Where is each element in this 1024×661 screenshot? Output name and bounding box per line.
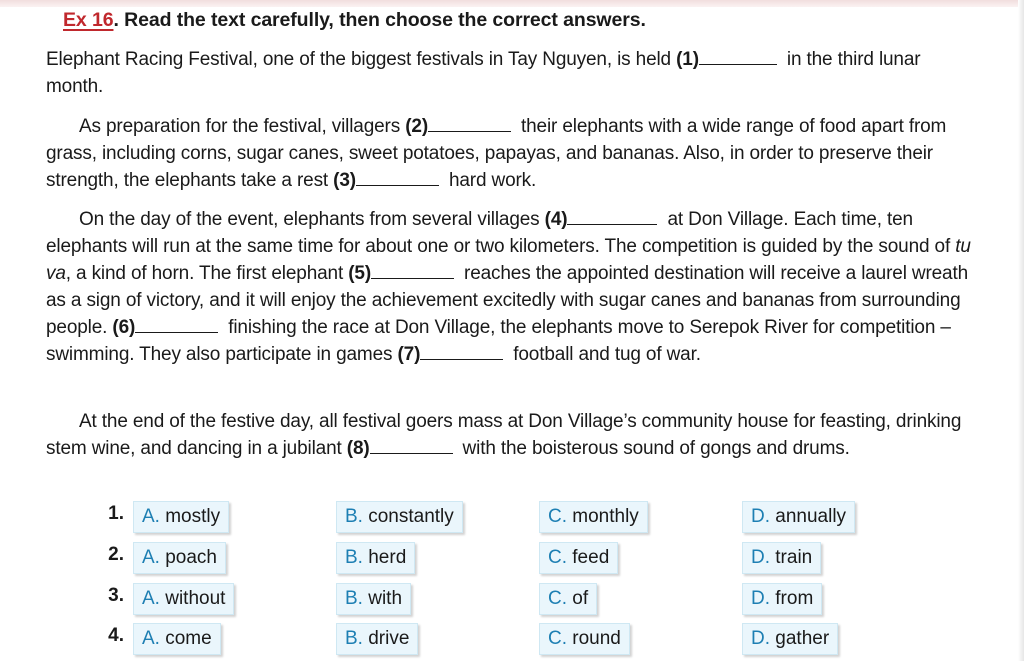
paragraph-3 — [46, 206, 981, 368]
gap-number: (4) — [544, 209, 568, 230]
top-edge — [0, 0, 1024, 7]
blank-line — [567, 209, 657, 225]
gap-number: (3) — [333, 170, 356, 191]
option-3a[interactable] — [133, 583, 234, 615]
option-2d[interactable] — [742, 542, 821, 574]
text-run: At the end of the festive day, all festival goers mass at Don Village’s community house for feasting, drinking stem wine, and dancing in a jubilant — [46, 411, 962, 459]
option-letter: A. — [142, 506, 160, 527]
text-run: their elephants with a wide range of food apart from grass, including corns, sugar canes, sweet potatoes, papayas, and bananas. Also, in order to preserve their strength, the elephants take a rest — [46, 116, 947, 191]
option-letter: C. — [548, 506, 567, 527]
option-1b[interactable] — [336, 501, 463, 533]
option-2a[interactable] — [133, 542, 226, 574]
option-text: with — [362, 588, 403, 609]
text-run: Elephant Racing Festival, one of the biggest festivals in Tay Nguyen, is held — [46, 49, 677, 70]
text-run: with the boisterous sound of gongs and drums. — [462, 438, 850, 459]
option-letter: B. — [345, 628, 363, 649]
option-text: gather — [770, 628, 830, 649]
option-4a[interactable] — [133, 623, 221, 655]
option-letter: B. — [345, 588, 363, 609]
option-text: train — [770, 547, 813, 568]
option-3d[interactable] — [742, 583, 822, 615]
text-run: On the day of the event, elephants from several villages — [79, 209, 545, 230]
gap-3 — [333, 170, 449, 191]
paragraph-4 — [46, 408, 981, 462]
option-text: come — [159, 628, 212, 649]
blank-line — [370, 438, 453, 454]
gap-6 — [112, 317, 228, 338]
option-4c[interactable] — [539, 623, 630, 655]
gap-number: (7) — [397, 344, 421, 365]
option-letter: D. — [751, 506, 770, 527]
gap-1 — [676, 49, 787, 70]
option-text: annually — [770, 506, 847, 527]
text-run: reaches the appointed destination will receive a laurel wreath as a sign of victory, and it will enjoy the achievement excitedly with sugar canes and bananas from surrounding people. — [46, 263, 969, 338]
text-run: at Don Village. Each time, ten elephants will run at the same time for about one or two kilometers. The competition is guided by the sound of — [46, 209, 956, 257]
option-letter: D. — [751, 628, 770, 649]
option-letter: B. — [345, 506, 363, 527]
paragraph-1 — [46, 46, 981, 100]
gap-4 — [545, 209, 668, 230]
option-text: poach — [159, 547, 217, 568]
option-1d[interactable] — [742, 501, 855, 533]
blank-line — [428, 116, 511, 132]
option-1a[interactable] — [133, 501, 229, 533]
blank-line — [356, 170, 439, 186]
exercise-label: Ex 16 — [63, 9, 114, 31]
text-run: hard work. — [448, 170, 537, 191]
option-text: without — [159, 588, 226, 609]
option-letter: C. — [548, 588, 567, 609]
option-2c[interactable] — [539, 542, 618, 574]
exercise-instruction: . Read the text carefully, then choose the correct answers. — [113, 9, 646, 31]
gap-number: (6) — [112, 317, 136, 338]
blank-line — [135, 317, 218, 333]
gap-7 — [397, 344, 513, 365]
gap-2 — [405, 116, 521, 137]
text-run: in the third lunar month. — [46, 49, 921, 97]
option-letter: A. — [142, 628, 160, 649]
option-text: drive — [362, 628, 410, 649]
gap-number: (8) — [346, 438, 370, 459]
option-text: from — [770, 588, 814, 609]
italic-term: tu va — [46, 236, 971, 284]
option-text: of — [567, 588, 589, 609]
option-text: feed — [567, 547, 610, 568]
exercise-title — [63, 9, 646, 32]
blank-line — [420, 344, 503, 360]
option-letter: D. — [751, 547, 770, 568]
option-letter: A. — [142, 547, 160, 568]
blank-line — [699, 49, 777, 65]
option-text: constantly — [362, 506, 454, 527]
option-text: herd — [362, 547, 407, 568]
question-number: 2. — [108, 544, 124, 565]
gap-number: (2) — [405, 116, 428, 137]
option-letter: B. — [345, 547, 363, 568]
option-letter: D. — [751, 588, 770, 609]
option-3c[interactable] — [539, 583, 597, 615]
option-4b[interactable] — [336, 623, 418, 655]
gap-8 — [347, 438, 463, 459]
paragraph-2 — [46, 113, 981, 194]
option-text: monthly — [567, 506, 639, 527]
question-number: 1. — [108, 503, 124, 524]
option-1c[interactable] — [539, 501, 648, 533]
option-letter: A. — [142, 588, 160, 609]
gap-5 — [348, 263, 464, 284]
text-run: , a kind of horn. The first elephant — [65, 263, 349, 284]
question-number: 4. — [108, 625, 124, 646]
gap-number: (1) — [676, 49, 699, 70]
option-letter: C. — [548, 628, 567, 649]
right-edge-shadow — [1018, 0, 1024, 661]
option-text: round — [567, 628, 621, 649]
option-text: mostly — [159, 506, 221, 527]
text-run: finishing the race at Don Village, the elephants move to Serepok River for competition – swimming. They also participate in games — [46, 317, 951, 365]
text-run: As preparation for the festival, villagers — [79, 116, 406, 137]
option-4d[interactable] — [742, 623, 838, 655]
option-letter: C. — [548, 547, 567, 568]
text-run: football and tug of war. — [513, 344, 701, 365]
question-number: 3. — [108, 585, 124, 606]
option-2b[interactable] — [336, 542, 415, 574]
blank-line — [371, 263, 454, 279]
gap-number: (5) — [348, 263, 372, 284]
option-3b[interactable] — [336, 583, 411, 615]
